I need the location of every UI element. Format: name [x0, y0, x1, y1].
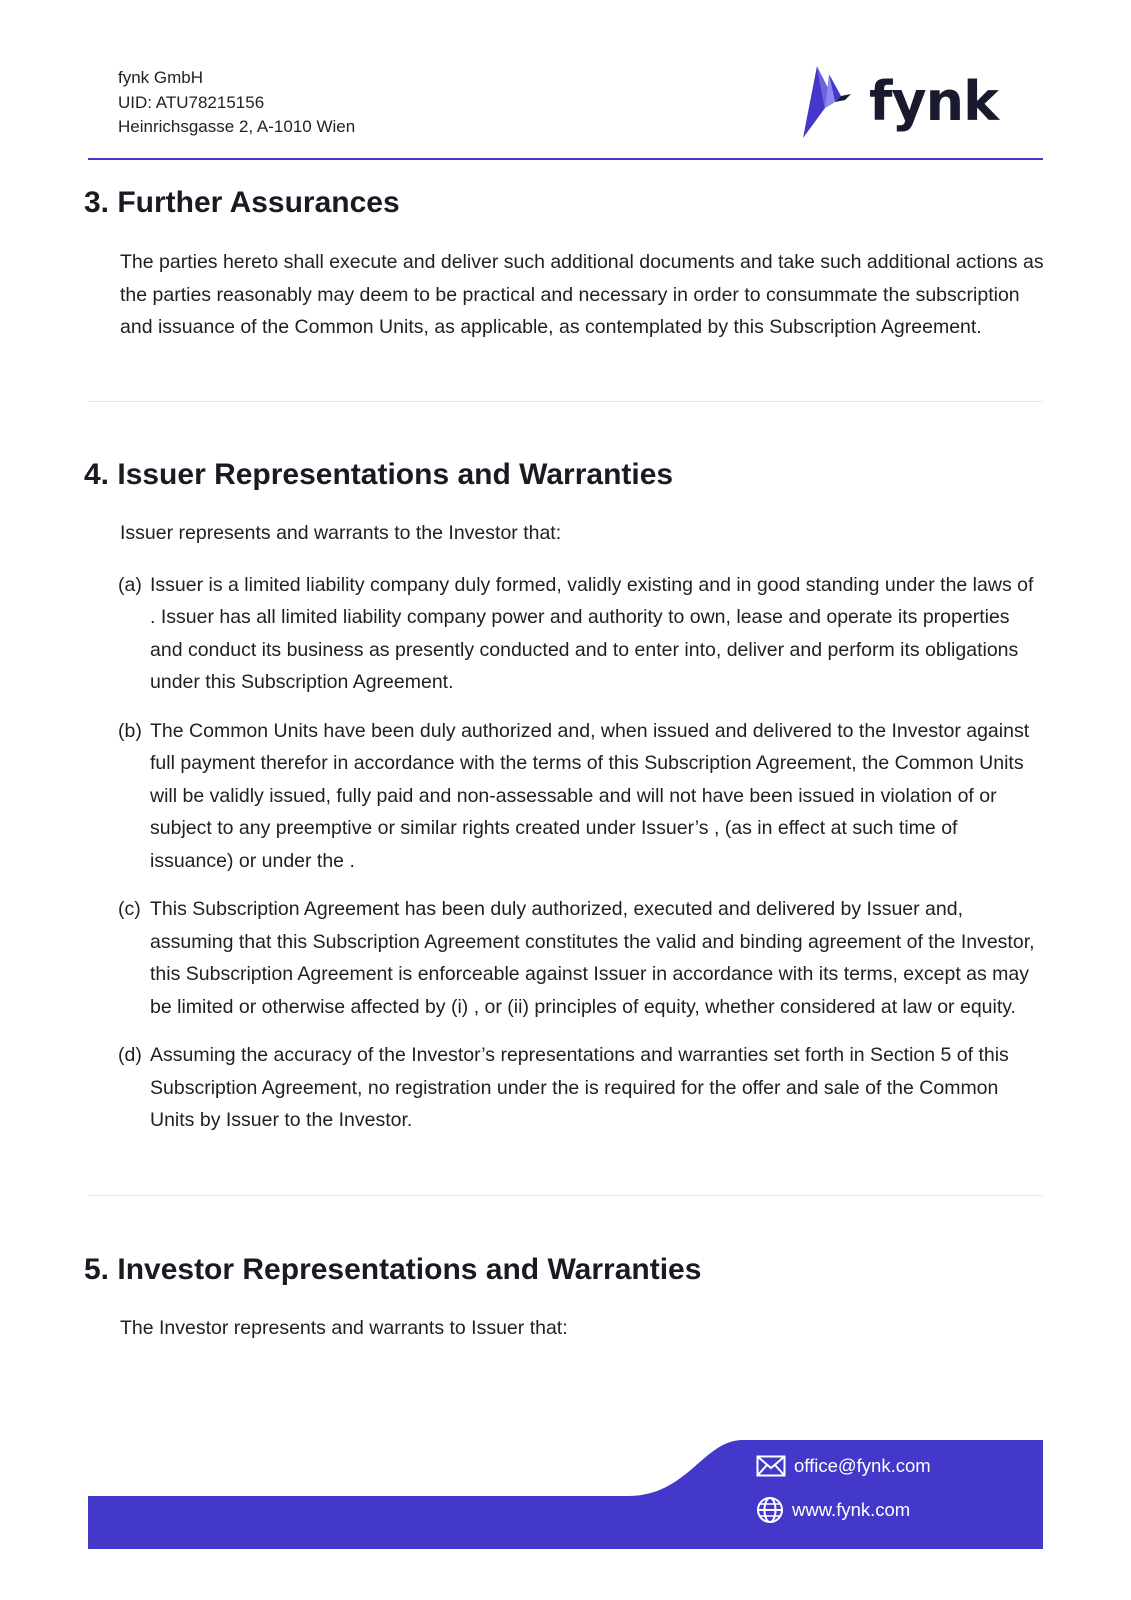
email-text: office@fynk.com [794, 1455, 931, 1476]
section-divider [88, 1195, 1043, 1196]
company-info [118, 66, 355, 140]
list-item [84, 893, 1044, 1023]
section-divider [88, 401, 1043, 402]
mail-icon [756, 1455, 786, 1477]
company-name: fynk GmbH [118, 68, 204, 87]
list-item-text: Issuer is a limited liability company duly formed, validly existing and in good standing under the laws of . Issuer has all limited liability company power and authority to own, lease and operate its properties and conduct its business as presently conducted and to enter into, deliver and perform its obligations under this Subscription Agreement. [150, 573, 1034, 693]
list-item [84, 1039, 1044, 1137]
list-item [84, 569, 1044, 699]
list-item [84, 715, 1044, 878]
header-divider [88, 158, 1043, 160]
list-item-label: (b) [118, 719, 142, 742]
fynk-logo [801, 64, 998, 140]
list-item-label: (d) [118, 1044, 142, 1066]
section-investor-representations [84, 1253, 1044, 1345]
section-intro: The Investor represents and warrants to Issuer that: [120, 1317, 568, 1339]
list-item-text: The Common Units have been duly authorized and, when issued and delivered to the Investor against full payment therefor in accordance with the terms of this Subscription Agreement, the Common Units will be validly issued, fully paid and non-assessable and will not have been issued in violation of or subject to any preemptive or similar rights created under Issuer’s , (as in effect at such time of issuance) or under the . [150, 719, 1030, 872]
section-title: 5. Investor Representations and Warranties [84, 1253, 702, 1286]
globe-icon [756, 1496, 784, 1524]
section-body: The parties hereto shall execute and deliver such additional documents and take such additional actions as the parties reasonably may deem to be practical and necessary in order to consummate the subscription and issuance of the Common Units, as applicable, as contemplated by this Subscription Agreement. [120, 251, 1044, 338]
page-footer [88, 1440, 1043, 1549]
list-item-text: This Subscription Agreement has been duly authorized, executed and delivered by Issuer and, assuming that this Subscription Agreement constitutes the valid and binding agreement of the Investor, this Subscription Agreement is enforceable against Issuer in accordance with its terms, except as may be limited or otherwise affected by (i) , or (ii) principles of equity, whether considered at law or equity. [150, 898, 1035, 1018]
page-header [88, 60, 1043, 160]
list-item-text: Assuming the accuracy of the Investor’s representations and warranties set forth in Section 5 of this Subscription Agreement, no registration under the is required for the offer and sale of the Common Units by Issuer to the Investor. [150, 1044, 1009, 1131]
logo-wordmark: fynk [868, 70, 998, 133]
section-intro: Issuer represents and warrants to the Investor that: [120, 522, 562, 544]
footer-email[interactable] [756, 1455, 931, 1477]
bird-logo-icon [801, 64, 865, 140]
website-text: www.fynk.com [792, 1499, 911, 1520]
section-title: 4. Issuer Representations and Warranties [84, 458, 674, 491]
list-item-label: (c) [118, 898, 141, 920]
company-address: Heinrichsgasse 2, A-1010 Wien [118, 117, 356, 136]
section-title: 3. Further Assurances [84, 186, 400, 219]
list-item-label: (a) [118, 573, 142, 596]
section-issuer-representations [84, 458, 1044, 1137]
section-further-assurances [84, 186, 1044, 344]
company-uid: UID: ATU78215156 [118, 92, 265, 112]
footer-website[interactable] [756, 1496, 910, 1524]
